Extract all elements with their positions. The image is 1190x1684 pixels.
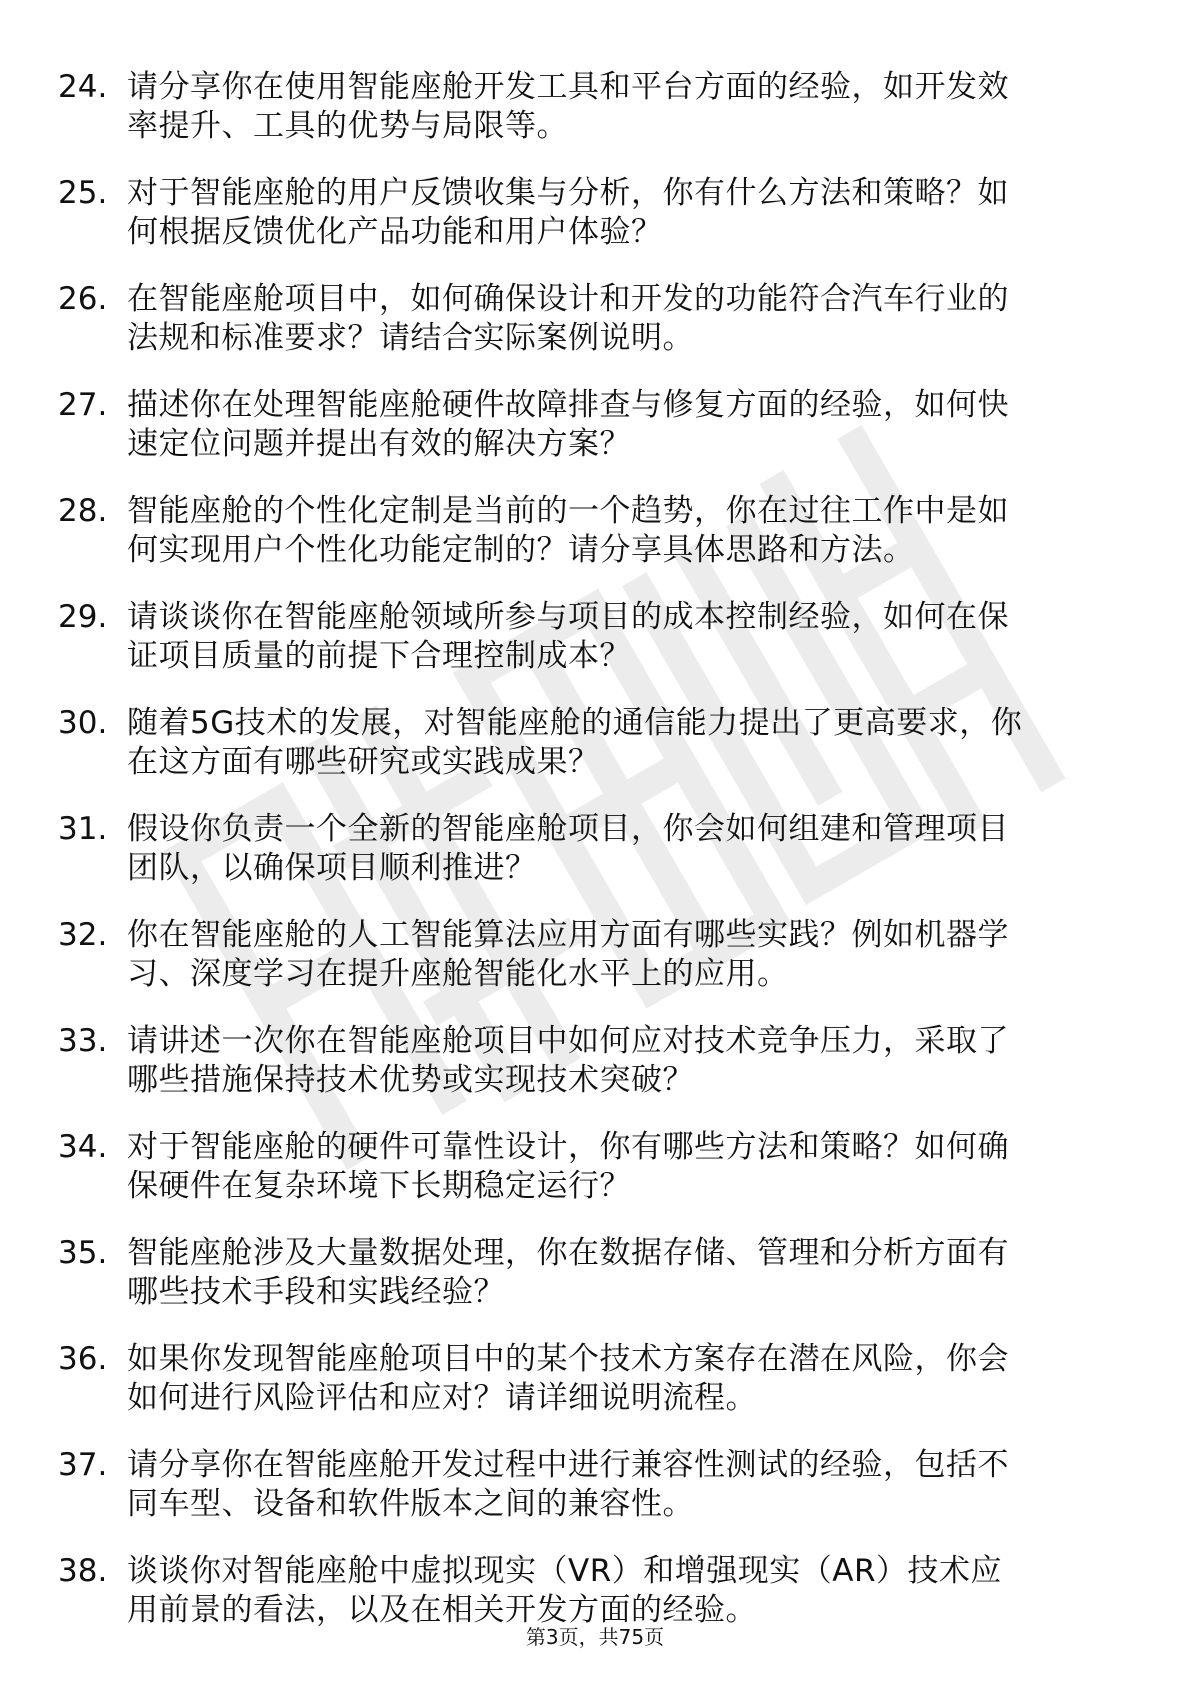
question-text: [127, 598, 1133, 676]
question-number: 28.: [58, 493, 108, 529]
question-text: [127, 174, 1133, 252]
question-text: [127, 1234, 1133, 1312]
question-item-25: [58, 174, 1133, 280]
question-text-line: 速定位问题并提出有效的解决方案？: [127, 426, 631, 462]
question-text-line: 对于智能座舱的用户反馈收集与分析，你有什么方法和策略？如: [127, 175, 1009, 211]
question-text-line: 如果你发现智能座舱项目中的某个技术方案存在潜在风险，你会: [127, 1341, 1009, 1377]
question-text-line: 证项目质量的前提下合理控制成本？: [127, 638, 631, 674]
question-text: [127, 704, 1133, 782]
question-text: [127, 280, 1133, 358]
question-text: [127, 1552, 1133, 1630]
question-text-line: 智能座舱的个性化定制是当前的一个趋势，你在过往工作中是如: [127, 493, 1009, 529]
question-text-line: 哪些技术手段和实践经验？: [127, 1274, 505, 1310]
question-text-line: 请分享你在智能座舱开发过程中进行兼容性测试的经验，包括不: [127, 1447, 1009, 1483]
question-text: [127, 386, 1133, 464]
question-text-line: 在这方面有哪些研究或实践成果？: [127, 744, 600, 780]
question-text: [127, 1340, 1133, 1418]
question-list: [58, 68, 1133, 1658]
question-text-line: 在智能座舱项目中，如何确保设计和开发的功能符合汽车行业的: [127, 281, 1009, 317]
question-item-36: [58, 1340, 1133, 1446]
question-item-37: [58, 1446, 1133, 1552]
question-text-line: 随着5G技术的发展，对智能座舱的通信能力提出了更高要求，你: [127, 705, 1023, 741]
question-number: 35.: [58, 1235, 108, 1271]
question-number: 26.: [58, 281, 108, 317]
question-text-line: 同车型、设备和软件版本之间的兼容性。: [127, 1486, 694, 1522]
question-number: 25.: [58, 175, 108, 211]
question-item-35: [58, 1234, 1133, 1340]
question-text-line: 哪些措施保持技术优势或实现技术突破？: [127, 1062, 694, 1098]
question-text-line: 请谈谈你在智能座舱领域所参与项目的成本控制经验，如何在保: [127, 599, 1009, 635]
question-text-line: 假设你负责一个全新的智能座舱项目，你会如何组建和管理项目: [127, 811, 1009, 847]
question-number: 31.: [58, 811, 108, 847]
question-number: 30.: [58, 705, 108, 741]
question-text: [127, 1446, 1133, 1524]
question-item-32: [58, 916, 1133, 1022]
question-text-line: 何实现用户个性化功能定制的？请分享具体思路和方法。: [127, 532, 915, 568]
question-item-34: [58, 1128, 1133, 1234]
question-item-33: [58, 1022, 1133, 1128]
question-text-line: 保硬件在复杂环境下长期稳定运行？: [127, 1168, 631, 1204]
question-text-line: 何根据反馈优化产品功能和用户体验？: [127, 214, 663, 250]
question-text-line: 如何进行风险评估和应对？请详细说明流程。: [127, 1380, 757, 1416]
question-item-24: [58, 68, 1133, 174]
question-text: [127, 492, 1133, 570]
question-number: 32.: [58, 917, 108, 953]
question-text-line: 用前景的看法，以及在相关开发方面的经验。: [127, 1592, 757, 1628]
question-item-26: [58, 280, 1133, 386]
question-number: 37.: [58, 1447, 108, 1483]
question-text-line: 法规和标准要求？请结合实际案例说明。: [127, 320, 694, 356]
question-text-line: 习、深度学习在提升座舱智能化水平上的应用。: [127, 956, 789, 992]
question-number: 36.: [58, 1341, 108, 1377]
question-number: 38.: [58, 1553, 108, 1589]
question-number: 24.: [58, 69, 108, 105]
question-item-30: [58, 704, 1133, 810]
question-text-line: 请分享你在使用智能座舱开发工具和平台方面的经验，如开发效: [127, 69, 1009, 105]
question-text: [127, 68, 1133, 146]
question-text-line: 智能座舱涉及大量数据处理，你在数据存储、管理和分析方面有: [127, 1235, 1009, 1271]
question-item-27: [58, 386, 1133, 492]
question-number: 34.: [58, 1129, 108, 1165]
question-number: 29.: [58, 599, 108, 635]
page-number-footer: 第3页，共75页: [525, 1625, 665, 1649]
question-number: 33.: [58, 1023, 108, 1059]
question-text-line: 对于智能座舱的硬件可靠性设计，你有哪些方法和策略？如何确: [127, 1129, 1009, 1165]
question-text: [127, 810, 1133, 888]
question-item-31: [58, 810, 1133, 916]
question-text-line: 团队，以确保项目顺利推进？: [127, 850, 537, 886]
question-text-line: 你在智能座舱的人工智能算法应用方面有哪些实践？例如机器学: [127, 917, 1009, 953]
question-text-line: 谈谈你对智能座舱中虚拟现实（VR）和增强现实（AR）技术应: [127, 1553, 1002, 1589]
question-text: [127, 916, 1133, 994]
question-text-line: 描述你在处理智能座舱硬件故障排查与修复方面的经验，如何快: [127, 387, 1009, 423]
question-text: [127, 1128, 1133, 1206]
question-item-28: [58, 492, 1133, 598]
question-text: [127, 1022, 1133, 1100]
question-number: 27.: [58, 387, 108, 423]
question-item-29: [58, 598, 1133, 704]
question-text-line: 请讲述一次你在智能座舱项目中如何应对技术竞争压力，采取了: [127, 1023, 1009, 1059]
question-text-line: 率提升、工具的优势与局限等。: [127, 108, 568, 144]
